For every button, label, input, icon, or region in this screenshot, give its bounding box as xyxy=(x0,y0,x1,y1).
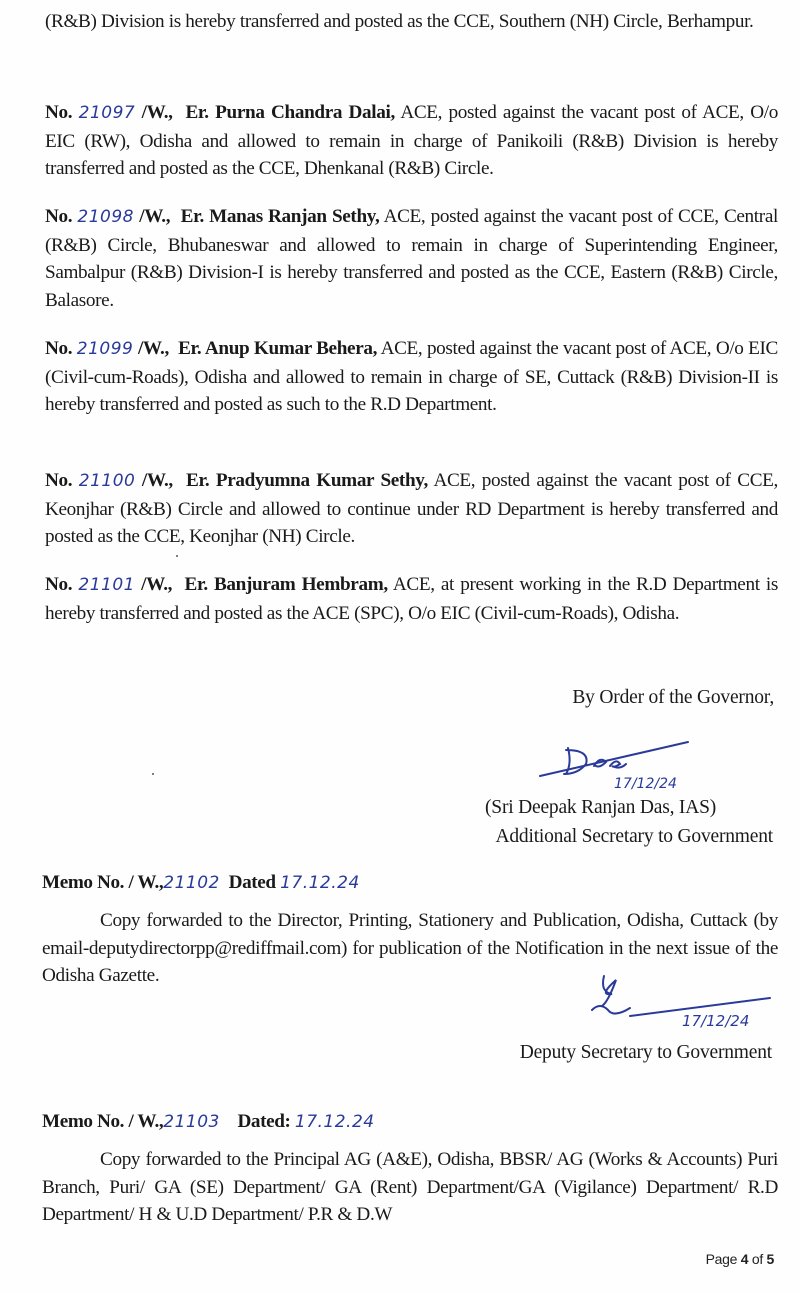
signatory-1-designation: Additional Secretary to Government xyxy=(495,826,773,847)
memo-1-header xyxy=(42,872,360,894)
handwritten-memo-date: 17.12.24 xyxy=(280,873,360,893)
order-paragraph xyxy=(45,203,778,314)
signature-date: 17/12/24 xyxy=(614,776,677,792)
order-suffix: /W., xyxy=(141,102,173,123)
handwritten-order-number: 21101 xyxy=(78,575,135,595)
order-text: ACE, at present working in the R.D Department is hereby transferred and posted as the ACE (SPC), O/o EIC (Civil-cum-Roads), Odisha. xyxy=(45,574,778,624)
opening-text: (R&B) Division is hereby transferred and posted as the CCE, Southern (NH) Circle, Berhampur. xyxy=(45,11,754,32)
current-page: 4 xyxy=(740,1251,749,1267)
officer-name: Er. Pradyumna Kumar Sethy, xyxy=(186,470,428,491)
order-suffix: /W., xyxy=(139,206,171,227)
memo-1-designation: Deputy Secretary to Government xyxy=(519,1042,772,1063)
handwritten-signature-icon xyxy=(538,736,728,796)
order-text: ACE, posted against the vacant post of ACE, O/o EIC (RW), Odisha and allowed to remain in charge of Panikoili (R&B) Division is hereby transferred and posted as the CCE, Dhenkanal (R&B) Circle. xyxy=(45,102,778,179)
handwritten-memo-number: 21103 xyxy=(163,1112,220,1132)
handwritten-signature-icon xyxy=(590,972,780,1042)
officer-name: Er. Banjuram Hembram, xyxy=(184,574,388,595)
handwritten-memo-date: 17.12.24 xyxy=(294,1112,375,1132)
handwritten-order-number: 21099 xyxy=(76,339,134,359)
signatory-1-name: (Sri Deepak Ranjan Das, IAS) xyxy=(485,797,717,818)
handwritten-memo-number: 21102 xyxy=(163,873,220,893)
dated-label: Dated: xyxy=(237,1111,291,1132)
order-paragraph xyxy=(45,571,778,627)
order-prefix: No. xyxy=(45,102,73,123)
memo-2-header xyxy=(42,1111,375,1133)
scan-speck xyxy=(152,773,154,775)
dated-label: Dated xyxy=(228,872,276,893)
signature-2 xyxy=(590,972,780,1047)
officer-name: Er. Anup Kumar Behera, xyxy=(178,338,378,359)
scan-speck xyxy=(176,555,178,557)
page-label: Page xyxy=(705,1251,738,1267)
handwritten-order-number: 21098 xyxy=(77,207,135,227)
memo-label: Memo No. / W., xyxy=(42,872,164,893)
page-number-footer xyxy=(706,1251,774,1267)
order-prefix: No. xyxy=(45,470,73,491)
signature-1 xyxy=(538,736,728,801)
officer-name: Er. Purna Chandra Dalai, xyxy=(185,102,395,123)
signature-date: 17/12/24 xyxy=(682,1012,750,1030)
order-text: ACE, posted against the vacant post of CCE, Central (R&B) Circle, Bhubaneswar and allowed to remain in charge of Superintending Engineer, Sambalpur (R&B) Division-I is hereby transferred and posted as the CCE, Eastern (R&B) Circle, Balasore. xyxy=(45,206,778,311)
memo-2-body: Copy forwarded to the Principal AG (A&E), Odisha, BBSR/ AG (Works & Accounts) Puri Branch, Puri/ GA (SE) Department/ GA (Rent) Department/GA (Vigilance) Department/ R.D Department/ H & U.D Department/ P.R & D.W xyxy=(42,1149,778,1225)
by-order-line: By Order of the Governor, xyxy=(572,687,774,708)
order-prefix: No. xyxy=(45,338,73,359)
order-paragraph xyxy=(45,467,778,551)
officer-name: Er. Manas Ranjan Sethy, xyxy=(180,206,380,227)
handwritten-order-number: 21097 xyxy=(78,103,136,123)
of-label: of xyxy=(751,1251,763,1267)
order-prefix: No. xyxy=(45,574,73,595)
opening-paragraph xyxy=(45,8,778,36)
order-text: ACE, posted against the vacant post of ACE, O/o EIC (Civil-cum-Roads), Odisha and allowed to remain in charge of SE, Cuttack (R&B) Division-II is hereby transferred and posted as such to the R.D Department. xyxy=(45,338,778,415)
order-suffix: /W., xyxy=(137,338,169,359)
memo-label: Memo No. / W., xyxy=(42,1111,164,1132)
total-pages: 5 xyxy=(766,1251,774,1267)
memo-1-body: Copy forwarded to the Director, Printing, Stationery and Publication, Odisha, Cuttack (by email-deputydirectorpp@rediffmail.com) for publication of the Notification in the next issue of the Odisha Gazette. xyxy=(42,910,778,986)
order-suffix: /W., xyxy=(141,574,173,595)
handwritten-order-number: 21100 xyxy=(78,471,136,491)
order-text: ACE, posted against the vacant post of CCE, Keonjhar (R&B) Circle and allowed to continue under RD Department is hereby transferred and posted as the CCE, Keonjhar (NH) Circle. xyxy=(45,470,778,547)
order-paragraph xyxy=(45,335,778,419)
order-paragraph xyxy=(45,99,778,183)
order-suffix: /W., xyxy=(141,470,173,491)
order-prefix: No. xyxy=(45,206,73,227)
